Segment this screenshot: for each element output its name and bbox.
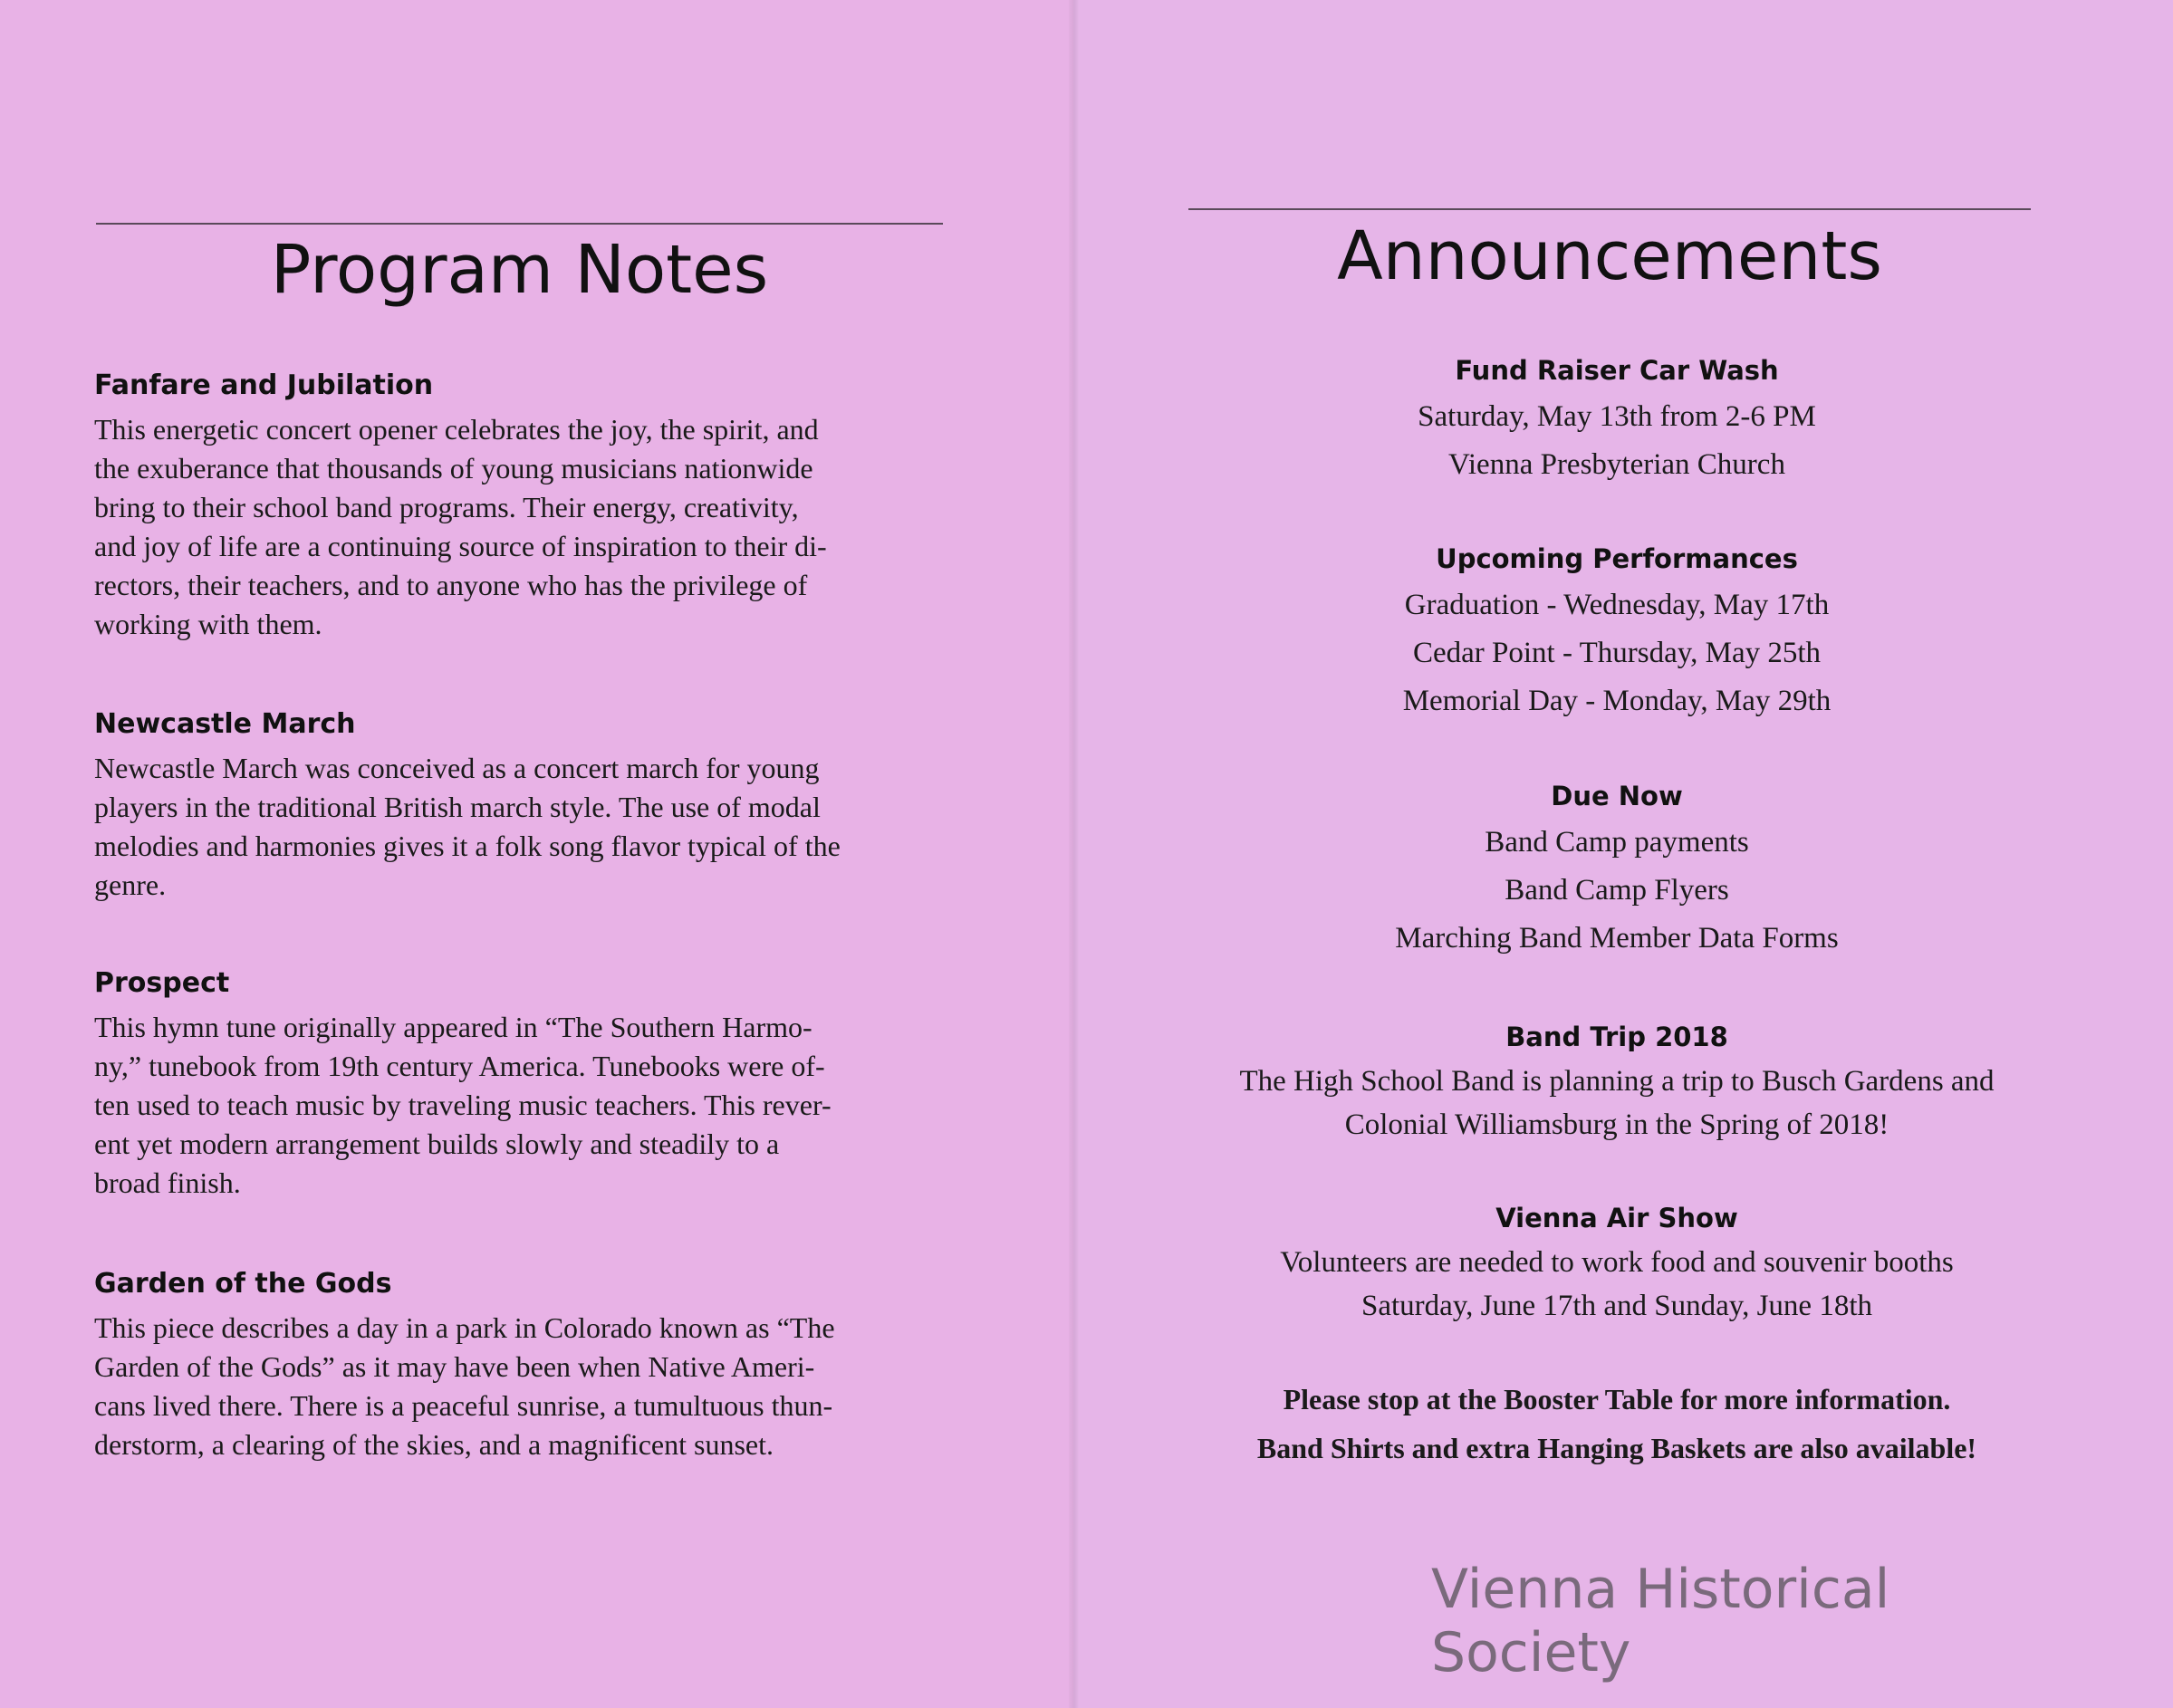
program-notes-heading: Program Notes <box>270 231 769 309</box>
announcement-line: Cedar Point - Thursday, May 25th <box>1412 637 1822 669</box>
announcement-line: Volunteers are needed to work food and souvenir booths <box>1280 1246 1954 1279</box>
note-body: This piece describes a day in a park in Colorado known as “The Garden of the Gods” as it may have been when Native Ameri- cans lived there. There is a peaceful sunrise, a tumultuous thun- derstorm, a clearing of the skies, and a magnificent sunset. <box>94 1311 835 1461</box>
announcement-title: Band Trip 2018 <box>1505 1022 1728 1052</box>
note-body: This hymn tune originally appeared in “The Southern Harmo- ny,” tunebook from 19th century America. Tunebooks were of- ten used to teach music by traveling music teachers. This rever- ent yet modern arrangement builds slowly and steadily to a broad finish. <box>94 1011 832 1199</box>
announcement-air-show <box>1168 1203 2065 1328</box>
announcement-closing <box>1168 1375 2065 1473</box>
closing-line: Band Shirts and extra Hanging Baskets are also available! <box>1256 1432 1977 1464</box>
announcement-line: Memorial Day - Monday, May 29th <box>1402 685 1832 717</box>
note-prospect <box>94 967 937 1203</box>
announcement-title: Fund Raiser Car Wash <box>1455 355 1779 386</box>
announcements-rule <box>1188 208 2031 210</box>
announcement-line: Vienna Presbyterian Church <box>1448 448 1785 481</box>
announcement-band-trip <box>1168 1022 2065 1147</box>
announcement-line: Saturday, May 13th from 2-6 PM <box>1418 400 1816 433</box>
note-fanfare-and-jubilation <box>94 369 937 644</box>
announcement-line: Band Camp payments <box>1485 826 1749 859</box>
program-notes-rule <box>96 223 943 225</box>
note-newcastle-march <box>94 708 937 905</box>
note-title: Fanfare and Jubilation <box>94 369 434 401</box>
note-body: Newcastle March was conceived as a concert march for young players in the traditional British march style. The use of modal melodies and harmonies gives it a folk song flavor typical of the genre. <box>94 752 841 901</box>
note-garden-of-the-gods <box>94 1268 937 1464</box>
announcements-heading: Announcements <box>1337 217 1882 295</box>
announcement-line: Band Camp Flyers <box>1505 874 1729 907</box>
note-title: Garden of the Gods <box>94 1268 392 1300</box>
announcement-upcoming-performances <box>1168 543 2065 725</box>
announcement-line: Colonial Williamsburg in the Spring of 2018! <box>1344 1108 1889 1141</box>
announcement-title: Vienna Air Show <box>1495 1203 1738 1233</box>
announcement-line: Marching Band Member Data Forms <box>1395 922 1839 955</box>
announcement-line: Saturday, June 17th and Sunday, June 18th <box>1361 1290 1872 1322</box>
note-title: Newcastle March <box>94 708 356 740</box>
announcement-title: Due Now <box>1551 781 1683 811</box>
announcement-title: Upcoming Performances <box>1436 543 1798 574</box>
announcement-line: Graduation - Wednesday, May 17th <box>1404 589 1830 621</box>
note-body: This energetic concert opener celebrates the joy, the spirit, and the exuberance that thousands of young musicians nationwide bring to their school band programs. Their energy, creativity, and joy of life are a continuing source of inspiration to their di- rectors, their teachers, and to anyone who has the privilege of working with them. <box>94 413 827 640</box>
watermark: Vienna Historical Society <box>1431 1558 1890 1684</box>
note-title: Prospect <box>94 967 230 999</box>
page-fold <box>1069 0 1080 1708</box>
announcement-due-now <box>1168 781 2065 963</box>
closing-line: Please stop at the Booster Table for more information. <box>1283 1383 1951 1415</box>
announcement-line: The High School Band is planning a trip to Busch Gardens and <box>1239 1065 1995 1098</box>
announcement-car-wash <box>1168 355 2065 489</box>
